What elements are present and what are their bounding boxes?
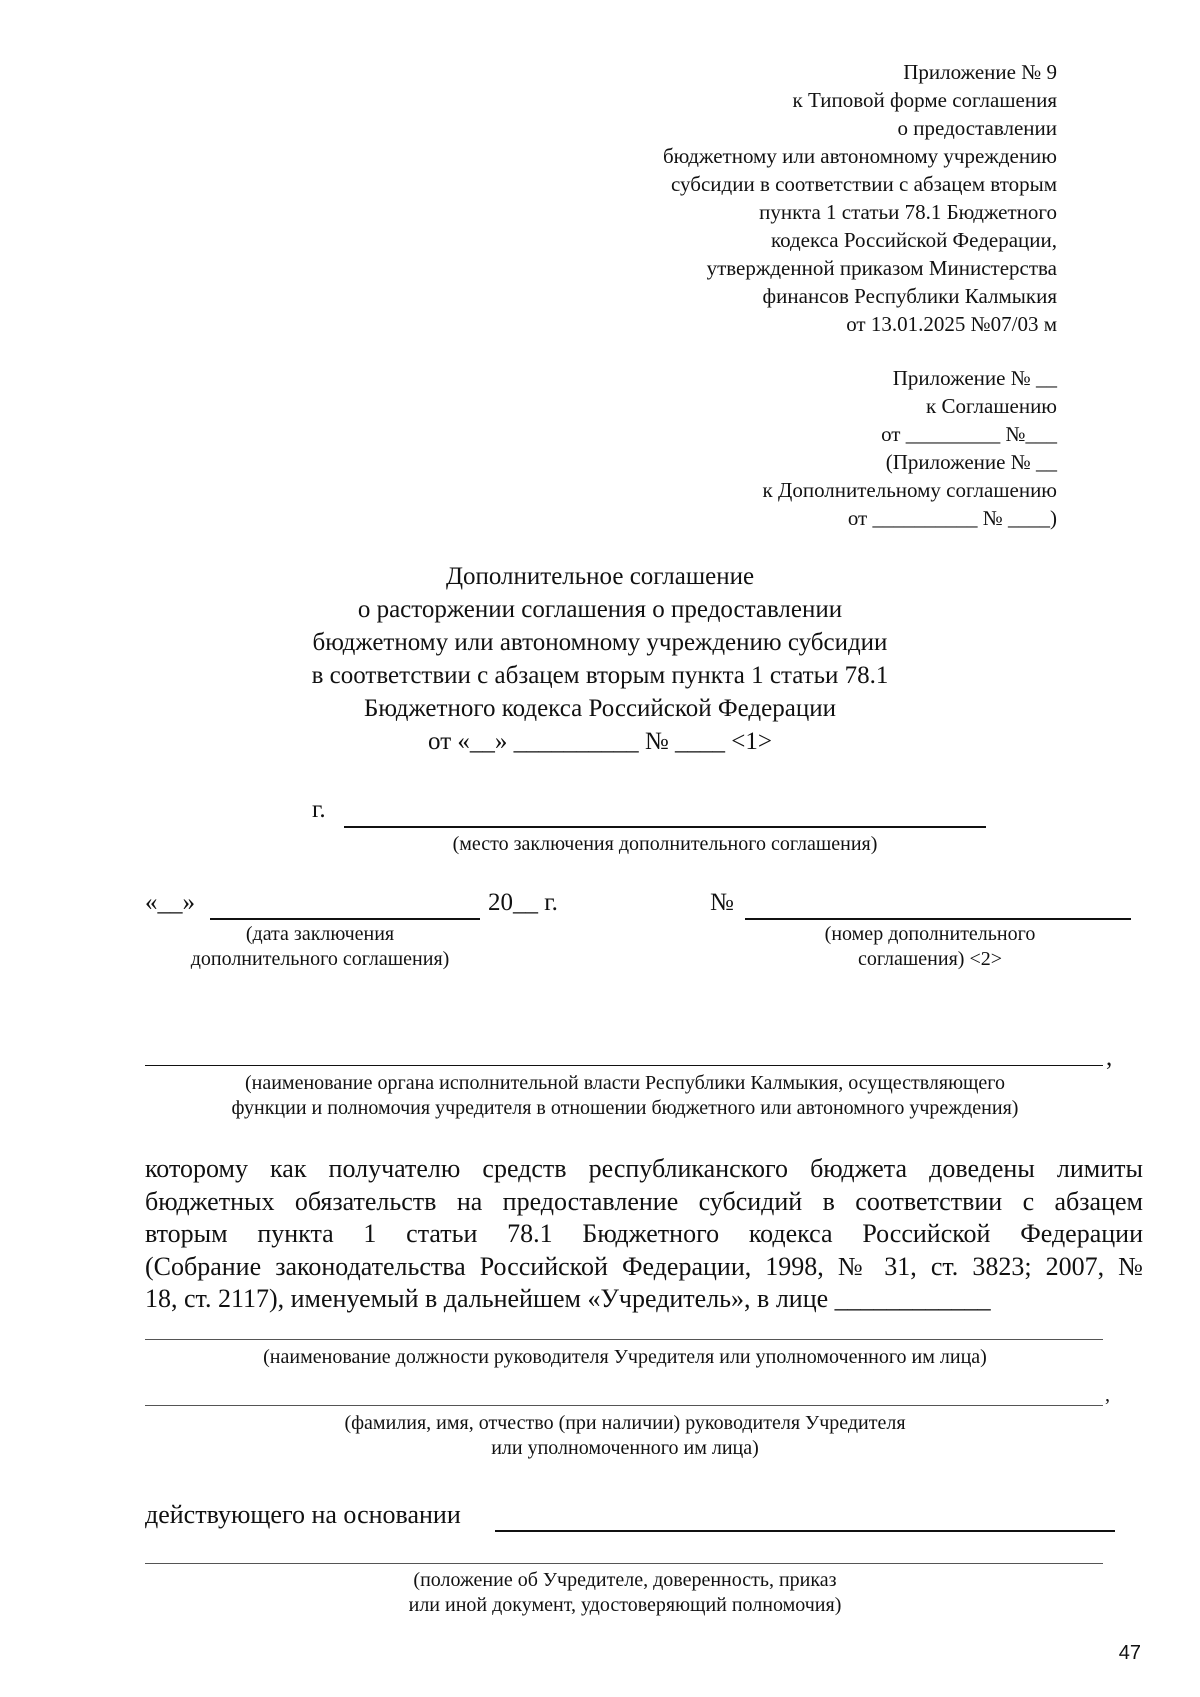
number-prefix: № (710, 889, 734, 916)
title-line: в соответствии с абзацем вторым пункта 1 статьи 78.1 (311, 662, 889, 689)
number-caption (760, 922, 1100, 972)
appendix-line: кодекса Российской Федерации, (770, 228, 1057, 252)
title-line: о расторжении соглашения о предоставлении (357, 596, 843, 623)
title-line: Бюджетного кодекса Российской Федерации (364, 695, 836, 722)
appendix-line: от 13.01.2025 №07/03 м (846, 312, 1057, 336)
founder-comma: , (1106, 1044, 1113, 1071)
name-caption-line: (фамилия, имя, отчество (при наличии) руководителя Учредителя (344, 1412, 906, 1434)
reference-line: от __________ № ____) (847, 506, 1057, 530)
appendix-line: пункта 1 статьи 78.1 Бюджетного (759, 200, 1057, 224)
document-title (0, 560, 1200, 758)
position-caption: (наименование должности руководителя Учредителя или уполномоченного им лица) (263, 1346, 987, 1368)
title-line: бюджетному или автономному учреждению субсидии (312, 629, 888, 656)
basis-caption-line: или иной документ, удостоверяющий полномочия) (408, 1594, 842, 1616)
appendix-line: Приложение № 9 (903, 60, 1057, 84)
appendix-line: финансов Республики Калмыкия (762, 284, 1057, 308)
appendix-header (663, 58, 1057, 338)
founder-caption (120, 1071, 1130, 1121)
date-month-field[interactable] (210, 918, 480, 920)
main-paragraph (145, 1153, 1143, 1316)
name-field[interactable] (145, 1405, 1103, 1406)
basis-caption (120, 1568, 1130, 1618)
appendix-line: о предоставлении (897, 116, 1057, 140)
reference-line: от _________ №___ (881, 422, 1057, 446)
page-number: 47 (1118, 1642, 1141, 1664)
name-caption-line: или уполномоченного им лица) (491, 1437, 759, 1459)
appendix-line: субсидии в соответствии с абзацем вторым (671, 172, 1057, 196)
title-line: от «__» __________ № ____ <1> (428, 728, 772, 755)
place-field[interactable] (344, 826, 986, 828)
basis-field-2[interactable] (145, 1563, 1103, 1564)
founder-caption-line: функции и полномочия учредителя в отношении бюджетного или автономного учреждения) (231, 1097, 1019, 1119)
date-caption-line: (дата заключения (245, 923, 395, 945)
basis-caption-line: (положение об Учредителе, доверенность, приказ (413, 1569, 837, 1591)
position-field[interactable] (145, 1339, 1103, 1340)
title-line: Дополнительное соглашение (445, 563, 755, 590)
reference-line: Приложение № __ (892, 366, 1057, 390)
number-caption-line: соглашения) <2> (857, 948, 1003, 970)
paragraph-line: бюджетных обязательств на предоставление субсидий в соответствии с абзацем (145, 1186, 1143, 1216)
paragraph-line: 18, ст. 2117), именуемый в дальнейшем «Учредитель», в лице ____________ (145, 1284, 991, 1313)
place-prefix: г. (312, 796, 326, 823)
paragraph-line: вторым пункта 1 статьи 78.1 Бюджетного кодекса Российской Федерации (145, 1219, 1143, 1248)
reference-line: к Дополнительному соглашению (762, 478, 1057, 502)
date-day: «__» (145, 889, 195, 916)
reference-line: (Приложение № __ (885, 450, 1057, 474)
agreement-reference (763, 364, 1057, 532)
appendix-line: бюджетному или автономному учреждению (663, 144, 1057, 168)
date-year: 20__ г. (488, 889, 558, 916)
number-caption-line: (номер дополнительного (824, 923, 1036, 945)
number-field[interactable] (745, 918, 1131, 920)
name-caption (120, 1411, 1130, 1461)
date-caption-line: дополнительного соглашения) (190, 948, 450, 970)
basis-field[interactable] (495, 1530, 1115, 1532)
name-comma: , (1105, 1384, 1110, 1406)
founder-field[interactable] (145, 1065, 1103, 1066)
basis-label: действующего на основании (145, 1500, 461, 1529)
appendix-line: к Типовой форме соглашения (792, 88, 1057, 112)
appendix-line: утвержденной приказом Министерства (706, 256, 1057, 280)
reference-line: к Соглашению (926, 394, 1057, 418)
founder-caption-line: (наименование органа исполнительной власти Республики Калмыкия, осуществляющего (244, 1072, 1005, 1094)
place-caption: (место заключения дополнительного соглашения) (452, 833, 878, 855)
paragraph-line: (Собрание законодательства Российской Федерации, 1998, № 31, ст. 3823; 2007, № (145, 1251, 1143, 1281)
date-caption (150, 922, 490, 972)
paragraph-line: которому как получателю средств республиканского бюджета доведены лимиты (145, 1154, 1143, 1183)
